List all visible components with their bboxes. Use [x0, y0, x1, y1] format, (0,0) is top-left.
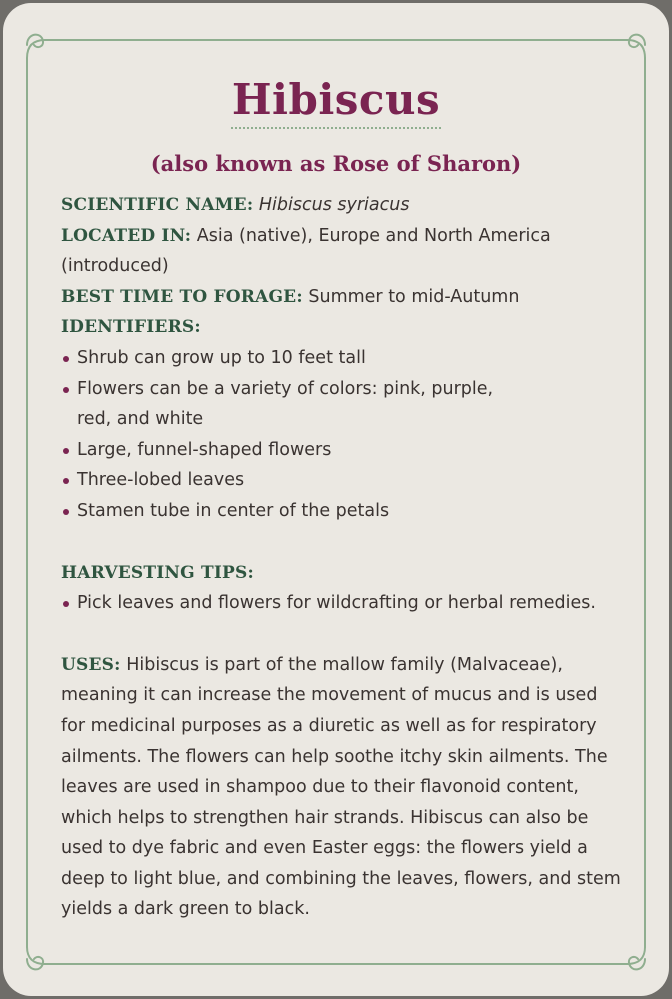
list-item: Flowers can be a variety of colors: pink, purple, red, and white: [61, 374, 621, 435]
card-subtitle: (also known as Rose of Sharon): [150, 151, 522, 176]
spacer: [61, 619, 621, 650]
located-in-label: LOCATED IN:: [61, 225, 192, 246]
list-item: Pick leaves and flowers for wildcrafting or herbal remedies.: [61, 588, 621, 619]
title-divider: [231, 127, 441, 132]
harvesting-label: HARVESTING TIPS:: [61, 562, 254, 583]
spacer: [61, 527, 621, 558]
best-time-value: Summer to mid-Autumn: [308, 286, 520, 307]
located-in-line: [61, 221, 621, 282]
list-item: Stamen tube in center of the petals: [61, 496, 621, 527]
scientific-name-line: [61, 190, 621, 221]
identifiers-heading: [61, 312, 621, 343]
located-in-value: Asia (native), Europe and North America (introduced): [61, 225, 551, 277]
recipe-card: [3, 3, 669, 996]
scientific-name-label: SCIENTIFIC NAME:: [61, 195, 254, 215]
identifiers-list: [61, 343, 621, 527]
list-item: Shrub can grow up to 10 feet tall: [61, 343, 621, 374]
best-time-line: [61, 282, 621, 313]
list-item: Three-lobed leaves: [61, 465, 621, 496]
scientific-name-value: Hibiscus syriacus: [258, 195, 410, 215]
card-body: [61, 190, 621, 925]
uses-label: USES:: [61, 654, 121, 675]
best-time-label: BEST TIME TO FORAGE:: [61, 286, 303, 307]
uses-paragraph: [61, 650, 621, 925]
harvesting-heading: [61, 558, 621, 589]
harvesting-list: [61, 588, 621, 619]
list-item: Large, funnel-shaped flowers: [61, 435, 621, 466]
uses-text: Hibiscus is part of the mallow family (Malvaceae), meaning it can increase the movement of mucus and is used for medicinal purposes as a diuretic as well as for respiratory ailments. The flowers can help soothe itchy skin ailments. The leaves are used in shampoo due to their flavonoid content, which helps to strengthen hair strands. Hibiscus can also be used to dye fabric and even Easter eggs: the flowers yield a deep to light blue, and combining the leaves, flowers, and stem yields a dark green to black.: [61, 654, 621, 920]
card-title: Hibiscus: [231, 75, 441, 124]
identifiers-label: IDENTIFIERS:: [61, 317, 201, 338]
